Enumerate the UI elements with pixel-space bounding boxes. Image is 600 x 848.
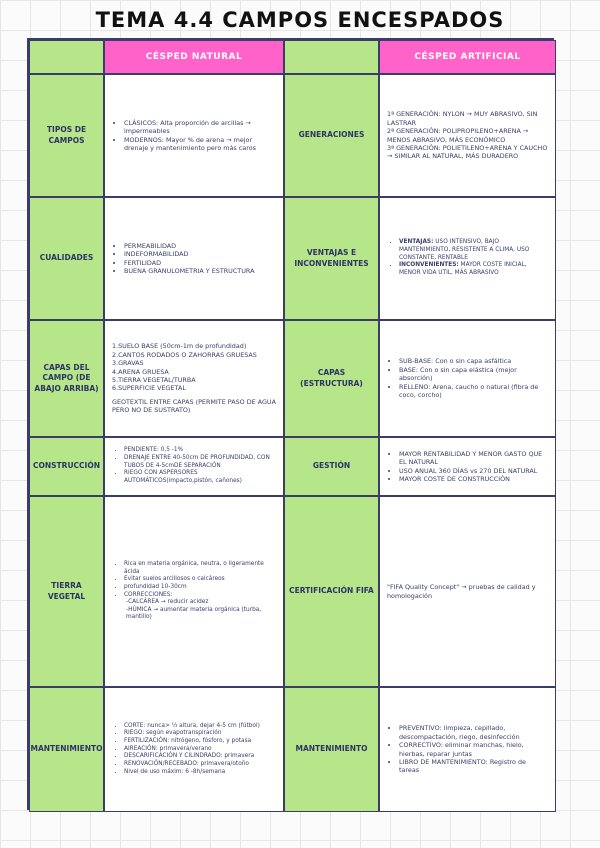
row-label-capas-estructura: CAPAS (ESTRUCTURA) <box>284 320 379 437</box>
natural-construccion <box>104 437 284 496</box>
artificial-mantenimiento <box>379 687 556 812</box>
list-item: • RIEGO: según evapotranspiración <box>124 730 260 738</box>
list-item: • DRENAJE ENTRE 40-50cm DE PROFUNDIDAD, CON TUBOS DE 4-5cmDE SEPARACIÓN <box>124 455 276 470</box>
row-label-tierra-vegetal: TIERRA VEGETAL <box>29 496 104 687</box>
text-line: -HÚMICA → aumentar materia orgánica (turba, mantillo) <box>126 606 262 621</box>
list-item: • FERTILIZACIÓN: nitrógeno, fósforo, y potasa <box>124 738 260 746</box>
row-label-mantenimiento-artificial: MANTENIMIENTO <box>284 687 379 812</box>
list-item <box>399 262 548 277</box>
list-item: • MODERNOS: Mayor % de arena → mejor drenaje y mantenimiento pero más caros <box>124 136 276 153</box>
list-item: • RIEGO CON ASPERSORES AUTOMÁTICOS(impacto,pistón, cañones) <box>124 470 276 485</box>
text-line: 3.GRAVAS <box>112 359 144 368</box>
text-note: GEOTEXTIL ENTRE CAPAS (PERMITE PASO DE AGUA PERO NO DE SUSTRATO) <box>112 397 276 415</box>
list-item: • Nivel de uso máxim: 6 -8h/semana <box>124 769 260 777</box>
row-label-cualidades: CUALIDADES <box>29 197 104 320</box>
list-item: • CORTE: nunca> ⅓ altura, dejar 4-5 cm (fútbol) <box>124 723 260 731</box>
artificial-certificacion <box>379 496 556 687</box>
list-item: • PERMEABILIDAD <box>124 242 254 250</box>
text-line: 2.CANTOS RODADOS O ZAHORRAS GRUESAS <box>112 350 257 359</box>
header-natural: CÉSPED NATURAL <box>104 40 284 74</box>
list-item: • PREVENTIVO: limpieza, cepillado, descompactación, riego, desinfección <box>399 724 548 741</box>
row-label-certificacion: CERTIFICACIÓN FIFA <box>284 496 379 687</box>
page-title: TEMA 4.4 CAMPOS ENCESPADOS <box>95 8 505 32</box>
list-item-text: USO INTENSIVO, BAJO MANTENIMIENTO, RESISTENTE A CLIMA, USO CONSTANTE, RENTABLE <box>399 239 530 261</box>
row-label-capas-campo: CAPAS DEL CAMPO (DE ABAJO ARRIBA) <box>29 320 104 437</box>
artificial-capas <box>379 320 556 437</box>
list-item: • INDEFORMABILIDAD <box>124 250 254 258</box>
natural-cualidades <box>104 197 284 320</box>
list-item: • RENOVACIÓN/RECEBADO: primavera/otoño <box>124 761 260 769</box>
artificial-generaciones <box>379 74 556 197</box>
list-item <box>399 239 548 262</box>
header-artificial: CÉSPED ARTIFICIAL <box>379 40 556 74</box>
text-line: 6.SUPERFICIE VEGETAL <box>112 384 186 393</box>
artificial-ventajas <box>379 197 556 320</box>
row-label-gestion: GESTIÓN <box>284 437 379 496</box>
list-item-text: MAYOR COSTE INICIAL, MENOR VIDA UTIL, MÁS ABRASIVO <box>399 262 527 276</box>
artificial-gestion <box>379 437 556 496</box>
list-item: • LIBRO DE MANTENIMIENTO: Registro de tareas <box>399 758 548 775</box>
list-item: • CORRECCIONES: <box>124 592 276 600</box>
text-line: -CALCÁREA → reducir acidez <box>126 599 209 606</box>
list-item-key: INCONVENIENTES: <box>399 262 459 269</box>
natural-tipos <box>104 74 284 197</box>
list-item: • AIREACIÓN: primavera/verano <box>124 746 260 754</box>
list-item: • profundidad 10-30cm <box>124 584 276 592</box>
natural-tierra-vegetal <box>104 496 284 687</box>
comparison-table <box>27 38 554 810</box>
row-label-generaciones: GENERACIONES <box>284 74 379 197</box>
row-label-ventajas: VENTAJAS E INCONVENIENTES <box>284 197 379 320</box>
text-line: 1.SUELO BASE (50cm-1m de profundidad) <box>112 342 247 351</box>
list-item: • Evitar suelos arcillosos o calcáreos <box>124 576 276 584</box>
text-line: 3ª GENERACIÓN: POLIETILENO+ARENA Y CAUCHO → SIMILAR AL NATURAL, MÁS DURADERO <box>387 143 548 161</box>
row-label-tipos: TIPOS DE CAMPOS <box>29 74 104 197</box>
list-item: • USO ANUAL 360 DÍAS vs 270 DEL NATURAL <box>399 467 548 475</box>
text-line: 4.ARENA GRUESA <box>112 367 169 376</box>
list-item: • SUB-BASE: Con o sin capa asfáltica <box>399 357 548 365</box>
list-item: • BASE: Con o sin capa elástica (mejor absorción) <box>399 366 548 383</box>
text-line: "FIFA Quality Concept" → pruebas de calidad y homologación <box>387 583 536 600</box>
header-empty-left <box>29 40 104 74</box>
list-item: • CORRECTIVO: eliminar manchas, hielo, hierbas, reparar juntas <box>399 741 548 758</box>
row-label-construccion: CONSTRUCCIÓN <box>29 437 104 496</box>
list-item: • DESCARIFICACIÓN Y CILINDRADO: primavera <box>124 753 260 761</box>
list-item: • FERTILIDAD <box>124 259 254 267</box>
text-line: 2ª GENERACIÓN: POLIPROPILENO+ARENA → MENOS ABRASIVO, MÁS ECONÓMICO <box>387 127 529 144</box>
list-item: • Rica en materia orgánica, neutra, o ligeramente ácida <box>124 561 276 576</box>
list-item: • CLÁSICOS: Alta proporción de arcillas → impermeables <box>124 119 276 136</box>
list-item: • BUENA GRANULOMETRIA Y ESTRUCTURA <box>124 267 254 275</box>
list-item: • MAYOR RENTABILIDAD Y MENOR GASTO QUE EL NATURAL <box>399 450 548 467</box>
natural-mantenimiento <box>104 687 284 812</box>
text-line: 1ª GENERACIÓN: NYLON → MUY ABRASIVO, SIN LASTRAR <box>387 110 538 127</box>
list-item: • RELLENO: Arena, caucho o natural (fibra de coco, corcho) <box>399 383 548 400</box>
natural-capas <box>104 320 284 437</box>
list-item: • PENDIENTE: 0,5 -1% <box>124 447 276 455</box>
text-line: 5.TIERRA VEGETAL/TURBA <box>112 376 196 384</box>
list-item-key: VENTAJAS: <box>399 239 434 246</box>
row-label-mantenimiento-natural: MANTENIMIENTO <box>29 687 104 812</box>
list-item: • MAYOR COSTE DE CONSTRUCCIÓN <box>399 475 548 483</box>
header-empty-mid <box>284 40 379 74</box>
